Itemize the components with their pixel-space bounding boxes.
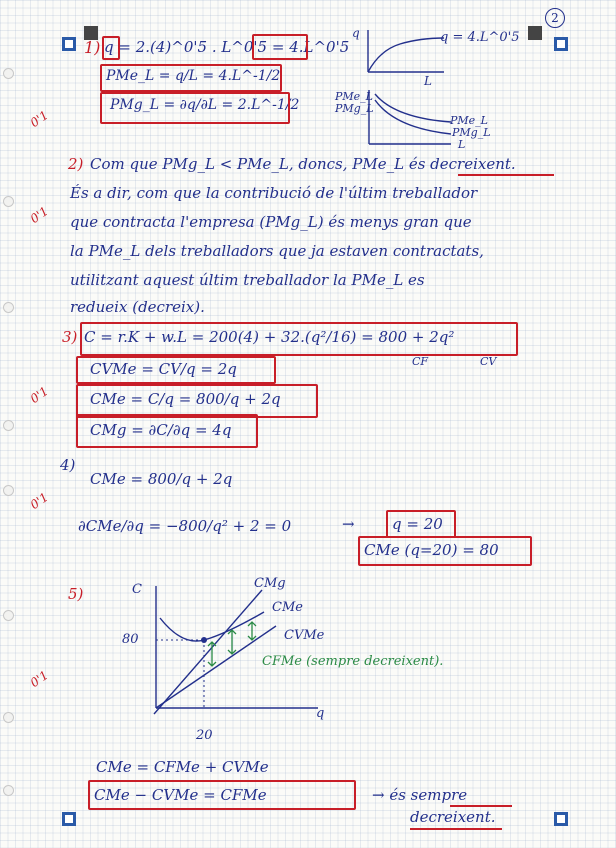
punch-hole: [3, 196, 14, 207]
cvme-label: CVMe: [284, 628, 325, 643]
page-number: 2: [545, 8, 565, 28]
punch-hole: [3, 712, 14, 723]
section-2-line-3: que contracta l'empresa (PMg_L) és menys gran que: [70, 213, 472, 231]
cvme-box: [76, 356, 276, 384]
cost-graph-x-tick: 20: [196, 728, 213, 743]
cme-result: CMe (q=20) = 80: [364, 541, 499, 559]
cf-label: CF: [412, 355, 429, 368]
cme-result-box: [358, 536, 532, 566]
cfme-label: CFMe (sempre decreixent).: [262, 654, 444, 669]
graph1-y-label: q: [352, 26, 360, 40]
score-mark: 0'1: [27, 383, 51, 407]
punch-hole: [3, 485, 14, 496]
corner-mark-icon: [554, 37, 568, 51]
graph2-y-label-1: PMe_L: [335, 90, 373, 103]
pmg-box: [100, 92, 290, 124]
section-4-label: 4): [60, 456, 76, 474]
score-mark: 0'1: [27, 203, 51, 227]
punch-hole: [3, 302, 14, 313]
result-box: [252, 34, 308, 60]
corner-mark-icon: [554, 812, 568, 826]
cme-label: CMe: [272, 600, 303, 615]
section-2-label: 2): [68, 155, 84, 173]
cvme-line: [156, 626, 276, 708]
cmg-box: [76, 414, 258, 448]
cfme-gap-arrow-2: [248, 622, 256, 640]
graph1-x-label: L: [424, 74, 432, 88]
score-mark: 0'1: [27, 489, 51, 513]
section-2-line-1: Com que PMg_L < PMe_L, doncs, PMe_L és decreixent.: [90, 155, 516, 173]
punch-hole: [3, 785, 14, 796]
section-2-line-5: utilitzant aquest últim treballador la PMe_L es: [70, 271, 425, 289]
cfme-gap-arrow-3: [208, 642, 216, 666]
conclusion-line-1: → és sempre: [372, 786, 468, 804]
cvme-formula: CVMe = CV/q = 2q: [90, 360, 237, 378]
section-2-line-6: redueix (decreix).: [70, 298, 205, 316]
cost-identity-box: [88, 780, 356, 810]
punch-hole: [3, 68, 14, 79]
cost-formula: C = r.K + w.L = 200(4) + 32.(q²/16) = 800 + 2q²: [84, 328, 455, 346]
minimum-point: [201, 637, 207, 643]
punch-hole: [3, 610, 14, 621]
graph2-y-label-2: PMg_L: [335, 102, 374, 115]
corner-mark-icon: [62, 37, 76, 51]
graph2-pme-curve: [375, 94, 451, 122]
cost-graph-y-tick: 80: [122, 632, 139, 647]
corner-mark-icon: [62, 812, 76, 826]
section-4-arrow: →: [342, 515, 355, 533]
cost-graph-x-label: q: [316, 706, 325, 721]
graph2-curve-label-1: PMe_L: [450, 114, 488, 127]
cme-box: [76, 384, 318, 418]
graph1-curve: [368, 38, 444, 72]
pmg-formula: PMg_L = ∂q/∂L = 2.L^-1/2: [110, 97, 300, 113]
q-highlight-box: [102, 36, 120, 60]
underline: [458, 174, 554, 176]
pme-box: [100, 64, 282, 92]
score-mark: 0'1: [27, 667, 51, 691]
product-graph: [365, 88, 455, 150]
cost-identity-1: CMe = CFMe + CVMe: [96, 758, 269, 776]
cmg-formula: CMg = ∂C/∂q = 4q: [90, 421, 232, 439]
section-1-formula: q = 2.(4)^0'5 . L^0'5 = 4.L^0'5: [104, 38, 350, 56]
pme-formula: PMe_L = q/L = 4.L^-1/2: [106, 68, 281, 84]
q-result: q = 20: [392, 515, 443, 533]
cost-graph-y-label: C: [132, 582, 142, 597]
corner-mark-icon: [528, 26, 542, 40]
score-mark: 0'1: [27, 107, 51, 131]
section-4-cme: CMe = 800/q + 2q: [90, 470, 233, 488]
cmg-label: CMg: [254, 576, 286, 591]
cost-box: [80, 322, 518, 356]
q-result-box: [386, 510, 456, 538]
graph2-pmg-curve: [375, 100, 451, 134]
section-5-label: 5): [68, 585, 84, 603]
section-1-label: 1): [84, 38, 101, 57]
cv-label: CV: [480, 355, 497, 368]
punch-hole: [3, 420, 14, 431]
cme-formula: CMe = C/q = 800/q + 2q: [90, 390, 281, 408]
cfme-gap-arrow-1: [228, 630, 236, 654]
cmg-line: [154, 590, 262, 714]
graph2-x-label: L: [458, 138, 466, 151]
underline: [450, 805, 512, 807]
section-2-line-2: És a dir, com que la contribució de l'últim treballador: [70, 184, 478, 202]
section-4-derivative: ∂CMe/∂q = −800/q² + 2 = 0: [78, 517, 292, 535]
section-2-line-4: la PMe_L dels treballadors que ja estaven contractats,: [70, 242, 484, 260]
production-graph: [360, 28, 450, 78]
graph2-curve-label-2: PMg_L: [452, 126, 491, 139]
section-3-label: 3): [62, 328, 78, 346]
conclusion-line-2: decreixent.: [410, 808, 496, 826]
cost-identity-2: CMe − CVMe = CFMe: [94, 786, 267, 804]
graph1-curve-label: q = 4.L^0'5: [440, 30, 520, 45]
underline: [410, 828, 502, 830]
